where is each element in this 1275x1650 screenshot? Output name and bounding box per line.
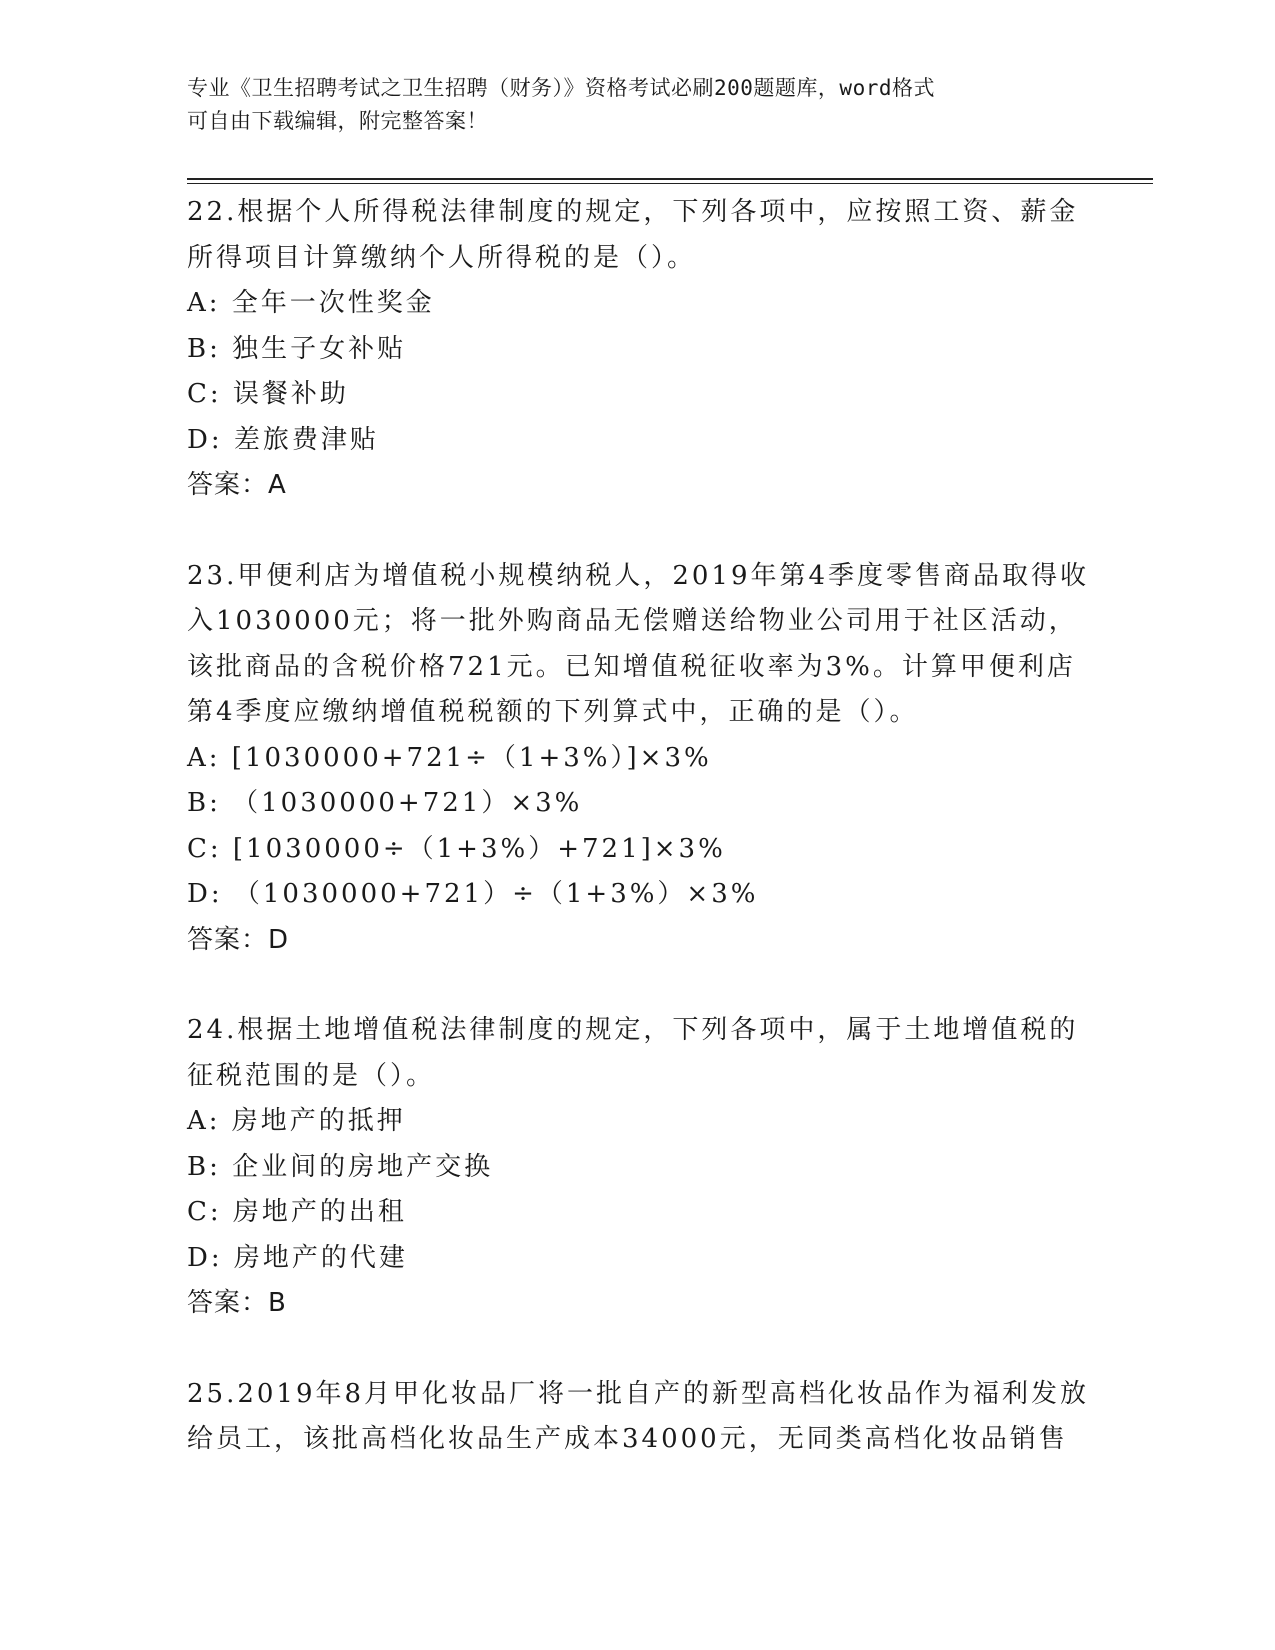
- question-23: [187, 554, 1090, 964]
- header-line-2: 可自由下载编辑，附完整答案！: [187, 109, 488, 133]
- option-a: A: [1030000+721÷（1+3%）]×3%: [187, 742, 712, 773]
- header-line-1: 专业《卫生招聘考试之卫生招聘（财务）》资格考试必刷200题题库，word格式: [187, 76, 935, 100]
- question-text-line: 24.根据土地增值税法律制度的规定，下列各项中，属于土地增值税的: [187, 1015, 1079, 1045]
- question-text-line: 征税范围的是（）。: [187, 1060, 436, 1091]
- question-text-line: 25.2019年8月甲化妆品厂将一批自产的新型高档化妆品作为福利发放: [187, 1378, 1090, 1409]
- question-text-line: 22.根据个人所得税法律制度的规定，下列各项中，应按照工资、薪金: [187, 197, 1079, 227]
- question-text-line: 入1030000元；将一批外购商品无偿赠送给物业公司用于社区活动，: [187, 606, 1078, 636]
- question-text-line: 第4季度应缴纳增值税税额的下列算式中，正确的是（）。: [187, 697, 919, 727]
- option-c: C: 误餐补助: [187, 379, 349, 409]
- question-24: [187, 1008, 1087, 1327]
- question-25: [187, 1372, 1090, 1463]
- option-b: B: 企业间的房地产交换: [187, 1151, 494, 1182]
- header-divider-thick: [187, 178, 1153, 180]
- question-text-line: 给员工，该批高档化妆品生产成本34000元，无同类高档化妆品销售: [187, 1424, 1068, 1454]
- answer: 答案：B: [187, 1288, 287, 1318]
- question-list: [187, 190, 1090, 1508]
- question-text-line: 该批商品的含税价格721元。已知增值税征收率为3%。计算甲便利店: [187, 651, 1076, 682]
- question-text-line: 23.甲便利店为增值税小规模纳税人，2019年第4季度零售商品取得收: [187, 560, 1090, 591]
- question-22: [187, 190, 1087, 509]
- option-c: C: 房地产的出租: [187, 1197, 407, 1227]
- option-d: D: 差旅费津贴: [187, 424, 379, 455]
- option-c: C: [1030000÷（1+3%）+721]×3%: [187, 833, 726, 864]
- option-b: B: （1030000+721）×3%: [187, 788, 583, 818]
- option-b: B: 独生子女补贴: [187, 333, 407, 364]
- option-d: D: 房地产的代建: [187, 1242, 408, 1273]
- answer: 答案：D: [187, 924, 290, 955]
- option-a: A: 房地产的抵押: [187, 1106, 406, 1136]
- question-text-line: 所得项目计算缴纳个人所得税的是（）。: [187, 242, 697, 273]
- header-divider-thin: [187, 183, 1153, 184]
- answer: 答案：A: [187, 470, 287, 500]
- document-header: [187, 72, 1087, 138]
- option-a: A: 全年一次性奖金: [187, 288, 435, 318]
- option-d: D: （1030000+721）÷（1+3%）×3%: [187, 879, 759, 909]
